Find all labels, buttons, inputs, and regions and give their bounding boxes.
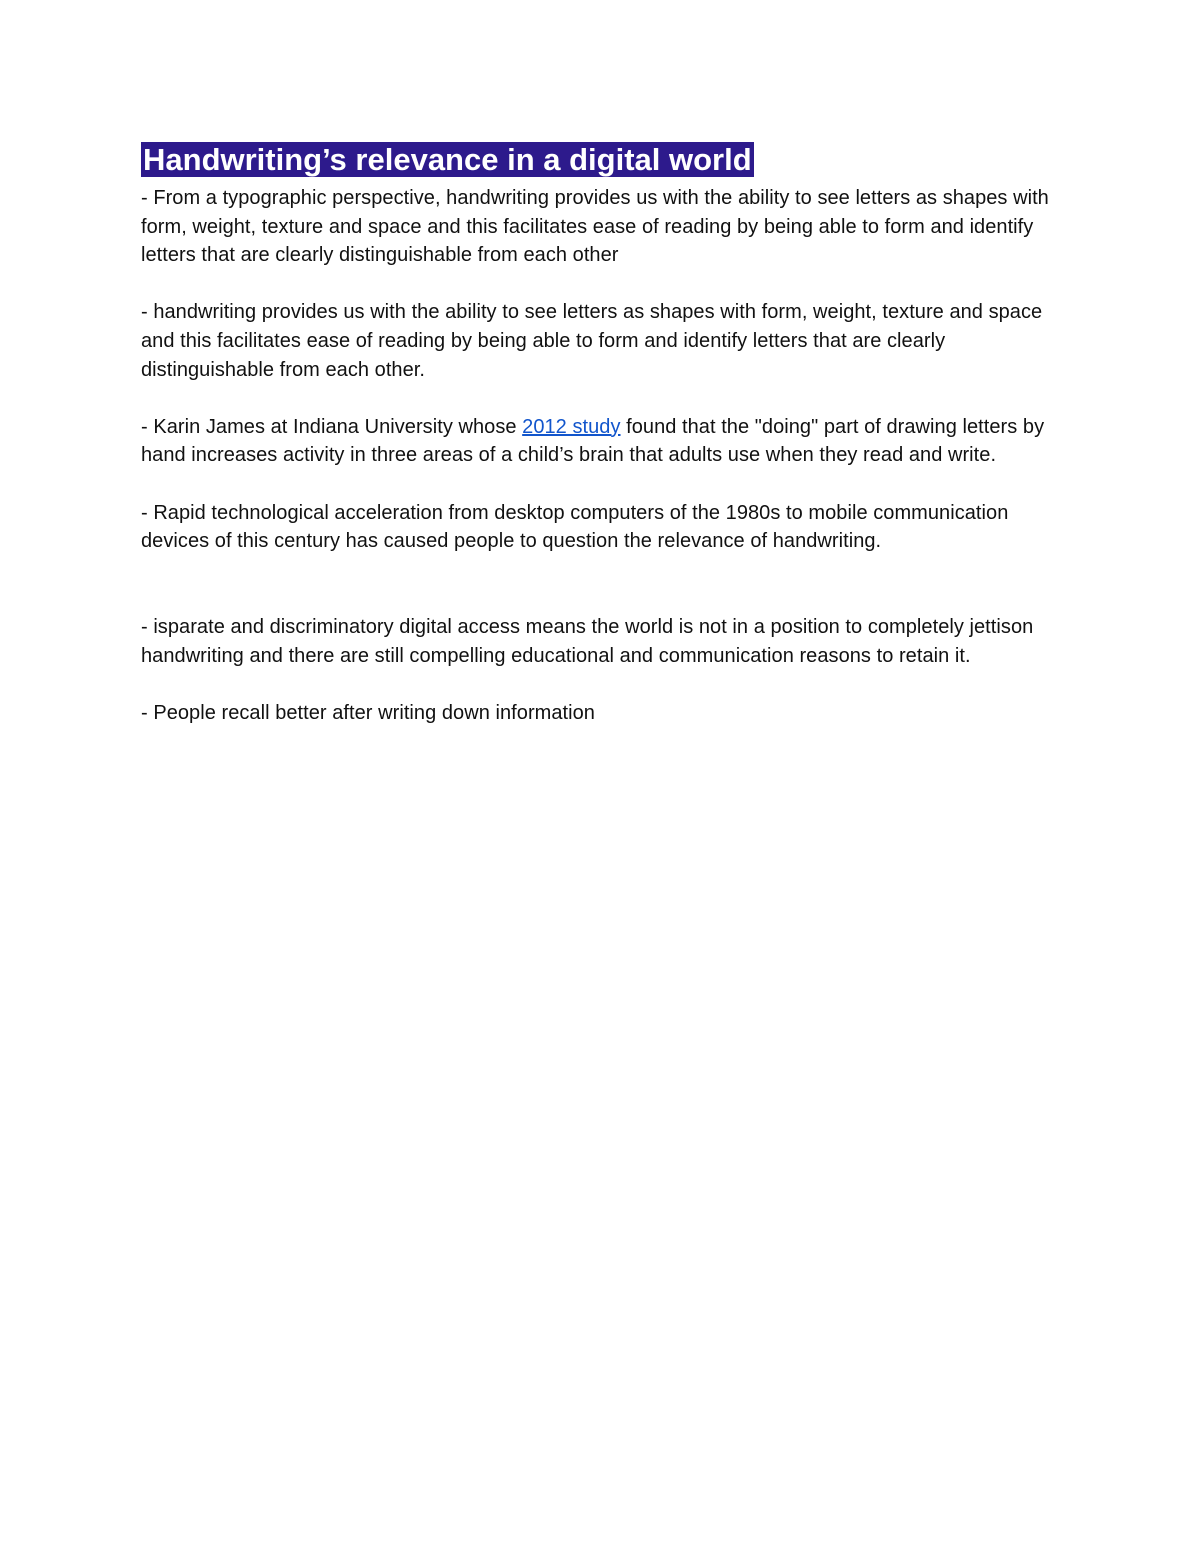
paragraph-karin-james-study	[141, 413, 1061, 470]
blank-line	[141, 670, 1061, 699]
paragraph-recall: - People recall better after writing down information	[141, 701, 595, 724]
blank-line	[141, 470, 1061, 499]
paragraph-technological-acceleration: - Rapid technological acceleration from desktop computers of the 1980s to mobile communication devices of this century has caused people to question the relevance of handwriting.	[141, 501, 1009, 553]
blank-line	[141, 270, 1061, 299]
paragraph-typographic-perspective: - From a typographic perspective, handwriting provides us with the ability to see letters as shapes with form, weight, texture and space and this facilitates ease of reading by being able to form and identify letters that are clearly distinguishable from each other	[141, 187, 1049, 267]
title-line	[141, 140, 1061, 180]
study-link[interactable]: 2012 study	[522, 415, 621, 438]
blank-line	[141, 384, 1061, 413]
paragraph-text-before-link: - Karin James at Indiana University whose	[141, 415, 523, 438]
paragraph-handwriting-ability: - handwriting provides us with the ability to see letters as shapes with form, weight, texture and space and this facilitates ease of reading by being able to form and identify letters that are clearly distinguishable from each other.	[141, 301, 1043, 381]
paragraph-text-after-link: found that the "doing" part of drawing letters by hand increases activity in three areas of a child’s brain that adults use when they read and write.	[141, 415, 1045, 467]
paragraph-digital-access: - isparate and discriminatory digital access means the world is not in a position to completely jettison handwriting and there are still compelling educational and communication reasons to retain it.	[141, 615, 1034, 667]
document-body	[141, 140, 1061, 727]
document-title: Handwriting’s relevance in a digital world	[143, 142, 752, 177]
blank-lines	[141, 556, 1061, 613]
